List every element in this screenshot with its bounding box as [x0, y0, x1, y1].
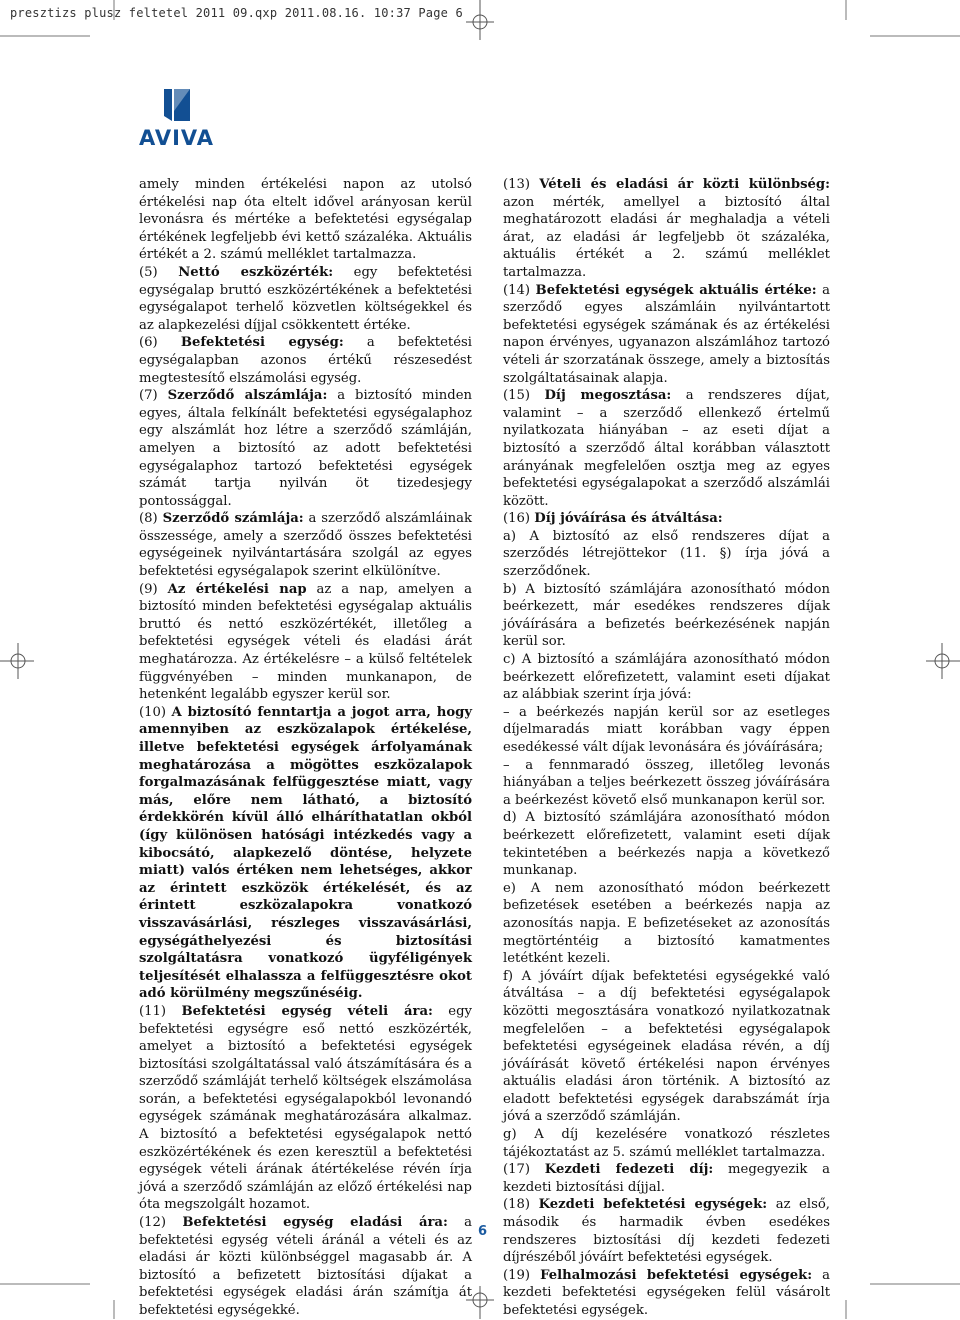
corner-mark-bottom-left	[0, 1260, 140, 1319]
paragraph-text: megegyezik a kezdeti biztosítási díjjal.	[503, 1162, 830, 1195]
paragraph	[503, 176, 830, 282]
paragraph	[139, 264, 472, 334]
paragraph-text: – a fennmaradó összeg, illetőleg levonás hiányában a teljes beérkezett összeg jóváírására a beérkezést követő első munkanapon kerül sor.	[503, 757, 830, 808]
left-column	[139, 176, 472, 1320]
paragraph	[139, 1003, 472, 1214]
paragraph-term: Befektetési egység eladási ára:	[182, 1215, 448, 1231]
paragraph-text: a rendszeres díjat, valamint – a szerződő ellenkező értelmű nyilatkozata hiányában – az eseti díjat a biztosító a szerződő által korábban választott arányának megfelelően osztja meg az egyes befektetési egységalapokat a szerződő alszámlái között.	[503, 388, 830, 509]
paragraph-text: a befektetési egység vételi áránál a vételi és az eladási ár közti különbséggel magasabb ár. A biztosító a befizetett biztosítási díjakat a befektetési egységek eladási árán számítja át befektetési egységekké.	[139, 1215, 472, 1318]
paragraph-text: a biztosító minden egyes, általa felkínált befektetési egységalaphoz egy alszámlát hoz létre a szerződő számláján, amelyen a biztosító az adott befektetési egységalaphoz tartozó befektetési egységek számát tartja nyilván öt tizedesjegy pontossággal.	[139, 388, 473, 509]
paragraph-text: egy befektetési egységre eső nettó eszközérték, amelyet a biztosító a befektetési egységek biztosítási szolgáltatással való átszámítására és a szerződő számláját terhelő költségek elszámolása során, a befektetési egységalapokból levonandó egységek számának meghatározására alkalmaz. A biztosító a befektetési egységalapok nettó eszközértékének és ezen keresztül a befektetési egységek vételi árának átértékelése révén írja jóvá a szerződő számláján az előző értékelési nap óta megszolgált hozamot.	[139, 1003, 472, 1213]
aviva-logo	[139, 89, 217, 149]
paragraph-number: (10)	[139, 704, 172, 720]
paragraph	[503, 1196, 830, 1266]
aviva-logo-text: AVIVA	[139, 126, 214, 150]
paragraph-text: az a nap, amelyen a biztosító minden befektetési egységalap aktuális bruttó és nettó eszközértékét, illetőleg a befektetési egységek vételi és eladási árát meghatározza. Az értékelésre – a külső feltételek függvényében – minden munkanapon, de hetenként legalább egyszer kerül sor.	[139, 581, 472, 703]
corner-mark-bottom-right	[820, 1260, 960, 1319]
paragraph-term: Felhalmozási befektetési egységek:	[540, 1267, 813, 1283]
page-number: 6	[478, 1224, 488, 1239]
paragraph-term: Szerződő számlája:	[162, 511, 304, 527]
paragraph-term: Befektetési egység:	[180, 335, 344, 351]
paragraph-number: (9)	[139, 581, 168, 597]
paragraph-text: d) A biztosító számlájára azonosítható módon beérkezett előrefizetett, valamint eseti díjak tekintetében a beérkezés napja a következő munkanap.	[503, 810, 830, 879]
paragraph-number: (13)	[503, 177, 540, 192]
right-column	[503, 176, 830, 1320]
paragraph-text: a szerződő egyes alszámláin nyilvántartott befektetési egységek számának és az értékelési napon érvényes, ugyanazon alszámlához tartozó vételi ár szorzatának összege, amely a biztosítás szolgáltatásainak alapja.	[503, 282, 831, 386]
paragraph	[503, 757, 830, 810]
paragraph-number: (15)	[503, 388, 545, 404]
paragraph-text: a szerződő alszámláinak összessége, amely a szerződő összes befektetési egységeinek nyilvántartására szolgál az egyes befektetési egységalapok szerint elkülönítve.	[139, 511, 473, 580]
paragraph-term: Vételi és eladási ár közti különbség:	[539, 177, 830, 192]
paragraph	[503, 704, 830, 757]
paragraph	[503, 880, 830, 968]
paragraph-term: Nettó eszközérték:	[178, 264, 334, 280]
paragraph	[139, 387, 472, 510]
paragraph	[139, 1214, 472, 1320]
paragraph-number: (5)	[139, 264, 179, 280]
paragraph	[503, 528, 830, 581]
crop-mark-right	[926, 643, 960, 679]
paragraph	[139, 176, 472, 264]
paragraph-term: Kezdeti befektetési egységek:	[538, 1197, 768, 1213]
paragraph	[503, 581, 830, 651]
paragraph-term: Díj megosztása:	[544, 388, 672, 404]
paragraph-text: g) A díj kezelésére vonatkozó részletes tájékoztatást az 5. számú melléklet tartalmazza.	[503, 1127, 830, 1160]
corner-mark-top-left	[0, 0, 140, 60]
paragraph-text: a) A biztosító az első rendszeres díjat a szerződés létrejöttekor (11. §) írja jóvá a szerződőnek.	[503, 528, 830, 580]
paragraph-text: az első, második és harmadik évben esedékes rendszeres biztosítási díj kezdeti fedezeti díjrészéből jóváírt befektetési egységek.	[503, 1197, 830, 1266]
paragraph-term: Az értékelési nap	[167, 581, 307, 597]
paragraph-number: (14)	[503, 282, 536, 298]
paragraph	[503, 651, 830, 704]
paragraph	[503, 1126, 830, 1161]
paragraph-text: f) A jóváírt díjak befektetési egységekké való átváltása – a díj befektetési egységalapok közötti megosztására vonatkozó nyilatkozatnak megfelelően – a befektetési egységalapok befektetési egységeinek eladása révén, a díj jóváírását követő értékelési napon érvényes aktuális eladási áron történik. A biztosító az eladott befektetési egységek darabszámát írja jóvá a szerződő számláján.	[503, 968, 830, 1125]
paragraph	[503, 1161, 830, 1196]
paragraph-text: – a beérkezés napján kerül sor az esetleges díjelmaradás miatt korábban vagy éppen esedékessé vált díjak levonására és jóváírására;	[503, 704, 830, 755]
paragraph-term: Díj jóváírása és átváltása:	[534, 511, 723, 527]
paragraph-number: (18)	[503, 1197, 539, 1213]
paragraph-text: azon mérték, amellyel a biztosító által meghatározott eladási ár meghaladja a vételi árat, az eladási ár legfeljebb öt százaléka, aktuális értékét a 2. számú melléklet tartalmazza.	[503, 194, 830, 280]
paragraph	[503, 968, 830, 1126]
paragraph-text: egy befektetési egységalap bruttó eszközértékének a befektetési egységalapot terhelő közvetlen költségekkel és az alapkezelési díjjal csökkentett értéke.	[139, 264, 472, 333]
paragraph-text: b) A biztosító számlájára azonosítható módon beérkezett, már esedékes rendszeres díjak jóváírására a befizetés beérkezésének napján kerül sor.	[503, 581, 830, 650]
paragraph-text: c) A biztosító a számlájára azonosítható módon beérkezett előrefizetett, valamint eseti díjakat az alábbiak szerint írja jóvá:	[503, 652, 830, 703]
paragraph-text: a befektetési egységalapban azonos értékű részesedést megtestesítő elszámolási egység.	[139, 335, 473, 386]
paragraph-term: A biztosító fenntartja a jogot arra, hogy amennyiben az eszközalapok értékelése, illetve befektetési egységek árfolyamának meghatározása a mögöttes eszközalapok forgalmazásának felfüggesztése miatt, vagy más, előre nem látható, a biztosító érdekkörén kívül álló elháríthatatlan okból (így különösen hatósági intézkedés vagy a kibocsátó, alapkezelő döntése, helyzete miatt) valós értéken nem lehetséges, akkor az érintett eszközök értékelését, és az érintett eszközalapokra vonatkozó visszavásárlási, részleges visszavásárlási, egységáthelyezési és biztosítási szolgáltatásra vonatkozó ügyféligények teljesítését elhalassza a felfüggesztésre okot adó körülmény megszűnéséig.	[139, 704, 472, 1002]
paragraph-term: Befektetési egység vételi ára:	[181, 1003, 433, 1019]
paragraph-term: Kezdeti fedezeti díj:	[544, 1162, 714, 1178]
paragraph	[503, 510, 830, 528]
crop-mark-left	[0, 643, 34, 679]
paragraph	[503, 809, 830, 879]
crop-mark-top	[466, 0, 494, 40]
paragraph	[503, 387, 830, 510]
paragraph-number: (12)	[139, 1215, 183, 1231]
paragraph-number: (8)	[139, 511, 163, 527]
paragraph-term: Befektetési egységek aktuális értéke:	[535, 282, 817, 298]
paragraph-text: e) A nem azonosítható módon beérkezett befizetések esetében a beérkezés napja az azonosítás napja. E befizetéseket az azonosítás megtörténtéig a biztosító kamatmentes letétként kezeli.	[503, 880, 830, 967]
paragraph-number: (16)	[503, 511, 535, 527]
paragraph	[503, 1267, 830, 1320]
paragraph	[139, 510, 472, 580]
aviva-logo-mark	[162, 89, 192, 125]
paragraph-text: a kezdeti befektetési egységeken felül vásárolt befektetési egységek.	[503, 1267, 831, 1318]
paragraph-text: amely minden értékelési napon az utolsó értékelési nap óta eltelt idővel arányosan kerül levonásra és mértéke a befektetési egységalap értékének legfeljebb évi kettő százaléka. Aktuális értékét a 2. számú melléklet tartalmazza.	[139, 177, 472, 263]
paragraph	[139, 704, 472, 1003]
paragraph	[139, 334, 472, 387]
corner-mark-top-right	[820, 0, 960, 60]
paragraph-number: (11)	[139, 1003, 182, 1019]
paragraph	[503, 282, 830, 388]
paragraph-term: Szerződő alszámlája:	[167, 388, 328, 404]
paragraph-number: (17)	[503, 1162, 545, 1178]
file-info-header: presztizs plusz feltetel 2011 09.qxp 2011.08.16. 10:37 Page 6	[10, 6, 463, 20]
paragraph-number: (6)	[139, 335, 181, 351]
paragraph-number: (7)	[139, 388, 168, 404]
paragraph	[139, 581, 472, 704]
paragraph-number: (19)	[503, 1267, 541, 1283]
